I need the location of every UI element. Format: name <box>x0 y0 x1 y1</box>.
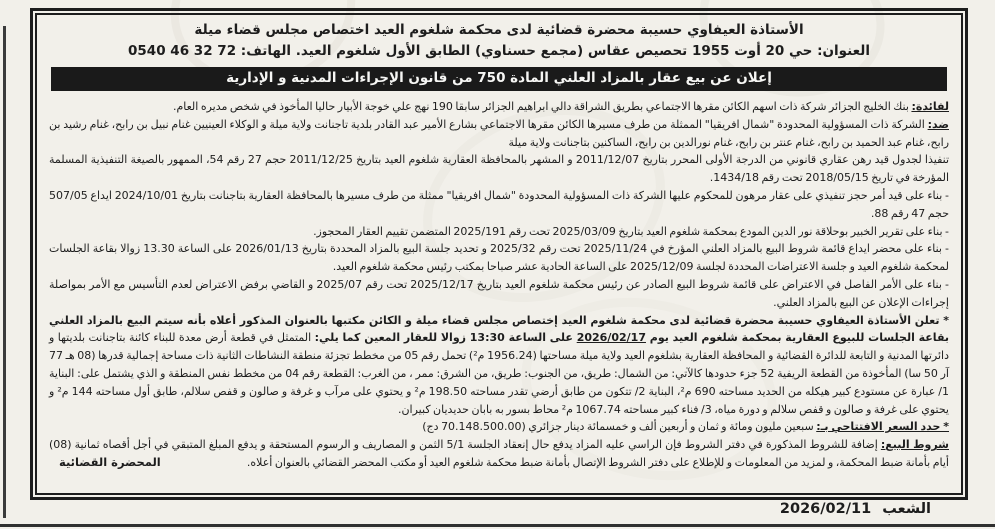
notice-paragraph: - بناء على قيد أمر حجز تنفيذي على عقار مرهون للمحكوم عليها الشركة ذات المسؤولية المحدودة "شمال افريقيا" ممثلة من طرف مسيرها بالمحافظة العقارية بتاجنانت بتاريخ 2024/10/01 ايداع 507/05 حجم 47 رقم 88. <box>49 188 949 220</box>
bailiff-name-line: الأستاذة العيفاوي حسيبة محضرة قضائية لدى محكمة شلغوم العيد اختصاص مجلس قضاء ميلة <box>194 22 804 38</box>
newspaper-name: الشعب <box>882 501 931 517</box>
notice-paragraph: شروط البيع: إضافة للشروط المذكورة في دفتر الشروط فإن الراسي عليه المزاد يدفع حال إنعقاد الجلسة 5/1 الثمن و المصاريف و الرسوم المستحقة و يدفع المبلغ المتبقي في أجل أقصاه ثمانية (08) أيام بأمانة ضبط المحكمة، و لمزيد من المعلومات و للإطلاع على دفتر الشروط الإتصال بأمانة ضبط محكمة شلغوم العيد أو مكتب المحضر القضائي بالعنوان أعلاه. <box>49 438 949 469</box>
section-divider-line <box>0 524 995 527</box>
notice-paragraph: * تعلن الأستاذة العيفاوي حسيبة محضرة قضائية لدى محكمة شلغوم العيد إختصاص مجلس قضاء ميلة و الكائن مكتبها بالعنوان المذكور أعلاه بأنه سيتم البيع بالمزاد العلني بقاعة الجلسات للبيوع العقارية بمحكمة شلغوم العيد يوم 2026/02/17 على الساعة 13:30 زوالا للعقار المعين كما يلي: المتمثل في قطعة أرض معدة للبناء كائنة بتاجنانت بلديتها و دائرتها المدنية و التابعة للدائرة القضائية و المحافظة العقارية بشلغوم العيد ولاية ميلة مساحتها (1956.24 م²) تحمل رقم 05 من مخطط تجزئة منطقة النشاطات الثانية ذات مساحة إجمالية قدرها (08 هـ 77 آر 50 سا) المأخوذة من القطعة الريفية 52 جزء حدودها كالآتي: من الشمال: طريق، من الجنوب: طريق، من الشرق: ممر ، من الغرب: القطعة رقم 04 من مخطط نفس المنطقة و الذي يشتمل على: البناية 1/ عبارة عن مستودع كبير هيكله من الحديد مساحته 690 م²، البناية 2/ تتكون من طابق أرضي تقدر مساحته 198.50 م² و يحتوي على مرآب و غرفة و صالون و قفص سلالم، طابق أول مساحته 144 م² و يحتوي على غرفة و صالون و قفص سلالم و دورة مياه، 3/ فناء كبير مساحته 1067.74 م² محاط بسور به بابان حديديان كبيران. <box>49 313 949 416</box>
notice-paragraph: * حدد السعر الافتتاحي بـ: سبعين مليون ومائة و ثمان و أربعين ألف و خمسمائة دينار جزائري (70.148.500.00 دج) <box>422 420 949 434</box>
notice-paragraph: ضد: الشركة ذات المسؤولية المحدودة "شمال افريقيا" الممثلة من طرف مسيرها الكائن مقرها الاجتماعي بشارع الأمير عبد القادر بلدية تاجنانت ولاية ميلة و الوكلاء العينيين غنام نبيل بن رابح، غنام رشيد بن رابح، غنام عبد الحميد بن رابح، غنام عنتر بن رابح، غنام نورالدين بن رابح، الساكنين بتاجنانت ولاية ميلة <box>49 117 949 149</box>
notice-paragraph: - بناء على تقرير الخبير بوحلاقة نور الدين المودع بمحكمة شلغوم العيد بتاريخ 2025/03/09 تحت رقم 2025/191 المتضمن تقييم العقار المحجوز. <box>313 224 949 238</box>
column-divider-line <box>3 26 6 518</box>
signature-line: المحضرة القضائية <box>59 454 161 469</box>
notice-body <box>49 98 949 472</box>
address-phone-line: العنوان: حي 20 أوت 1955 تحصيص عقاس (مجمع حسناوي) الطابق الأول شلغوم العيد. الهاتف: 72 32 46 0540 <box>128 43 870 59</box>
notice-frame <box>30 8 968 500</box>
notice-title-banner: إعلان عن بيع عقار بالمزاد العلني المادة 750 من قانون الإجراءات المدنية و الإدارية <box>51 67 947 91</box>
notice-paragraph: - بناء على الأمر الفاصل في الاعتراض على قائمة شروط البيع الصادر عن رئيس محكمة شلغوم العيد بتاريخ 2025/12/17 تحت رقم 2025/07 و القاضي برفض الاعتراض لعدم التأسيس مع الأمر بمواصلة إجراءات الإعلان عن البيع بالمزاد العلني. <box>49 277 949 309</box>
newspaper-footer <box>768 501 943 517</box>
notice-frame-inner <box>35 13 963 495</box>
notice-paragraph: - بناء على محضر ايداع قائمة شروط البيع بالمزاد العلني المؤرخ في 2025/11/24 تحت رقم 2025/32 و تحديد جلسة البيع بالمزاد المحددة بتاريخ 2026/01/13 على الساعة 13.30 زوالا بقاعة الجلسات لمحكمة شلغوم العيد و جلسة الاعتراضات المحددة لجلسة 2025/12/09 على الساعة الحادية عشر صباحا بمكتب رئيس محكمة شلغوم العيد. <box>49 242 949 274</box>
notice-paragraph: لفائدة: بنك الخليج الجزائر شركة ذات اسهم الكائن مقرها الاجتماعي بطريق الشراقة دالي ابراهيم الجزائر سابقا 190 نهج علي خوجة الأبيار حاليا المأخوذ في شخص مديره العام. <box>172 100 949 113</box>
publication-date: 2026/02/11 <box>779 501 872 517</box>
notice-paragraph: تنفيذا لجدول قيد رهن عقاري قانوني من الدرجة الأولى المحرر بتاريخ 2011/12/07 و المشهر بالمحافظة العقارية شلغوم العيد بتاريخ 2011/12/25 حجم 27 رقم 54، الممهور بالصيغة التنفيذية المسلمة المؤرخة في تاريخ 2018/05/15 تحت رقم 1434/18. <box>49 153 950 185</box>
